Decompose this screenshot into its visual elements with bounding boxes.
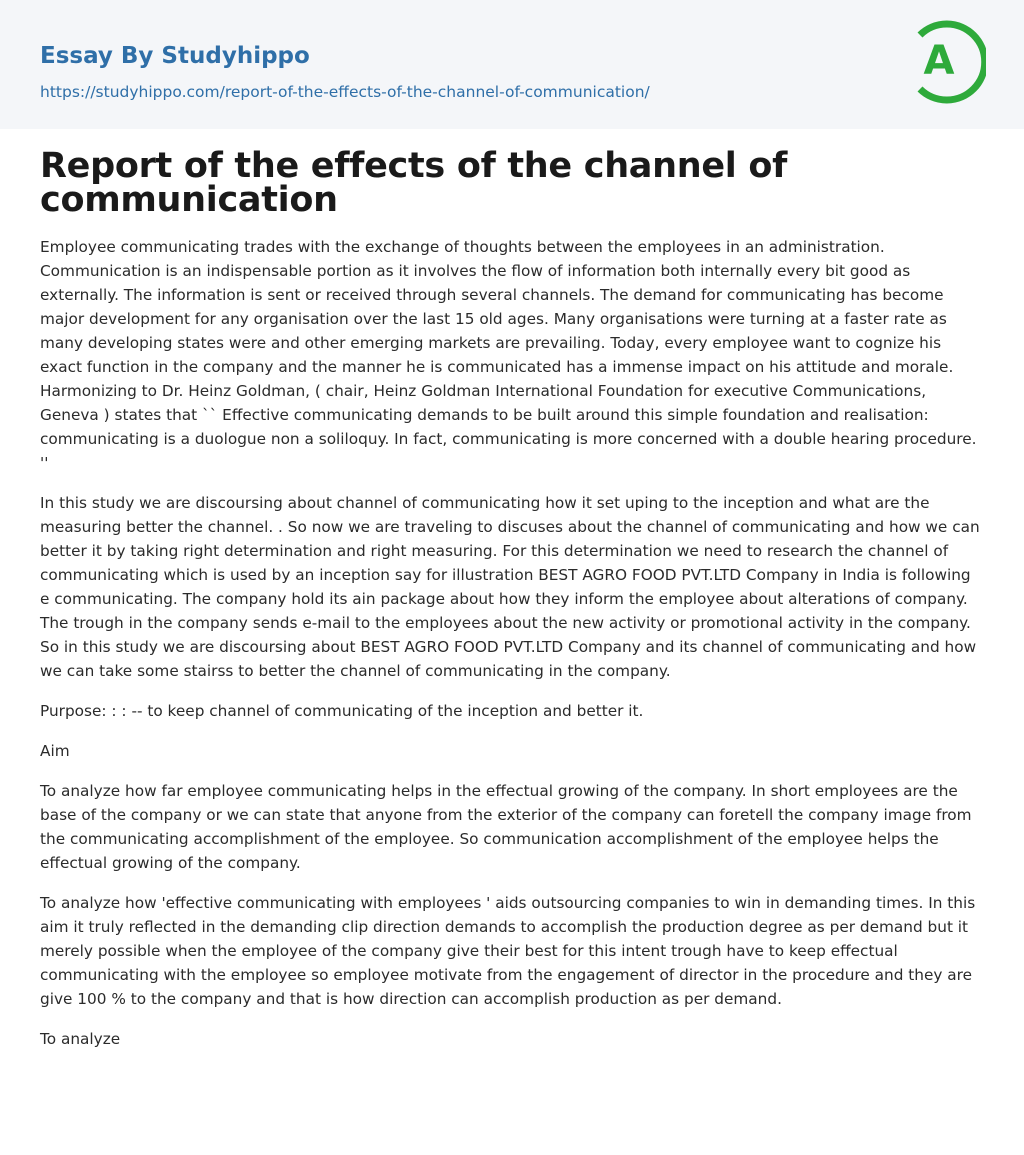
paragraph: In this study we are discoursing about channel of communicating how it set uping to the inception and what are the measuring better the channel. . So now we are traveling to discuses about the channel of communicating and how we can better it by taking right determination and right measuring. For this determination we need to research the channel of communicating which is used by an inception say for illustration BEST AGRO FOOD PVT.LTD Company in India is following e communicating. The company hold its ain package about how they inform the employee about alterations of company. The trough in the company sends e-mail to the employees about the new activity or promotional activity in the company. So in this study we are discoursing about BEST AGRO FOOD PVT.LTD Company and its channel of communicating and how we can take some stairss to better the channel of communicating in the company. — [40, 494, 980, 680]
paragraph: Aim — [40, 742, 70, 760]
paragraph: Employee communicating trades with the exchange of thoughts between the employees in an administration. Communication is an indispensable portion as it involves the flow of information both internally every bit good as externally. The information is sent or received through several channels. The demand for communicating has become major development for any organisation over the last 15 old ages. Many organisations were turning at a faster rate as many developing states were and other emerging markets are prevailing. Today, every employee want to cognize his exact function in the company and the manner he is communicated has a immense impact on his attitude and morale. Harmonizing to Dr. Heinz Goldman, ( chair, Heinz Goldman International Foundation for executive Communications, Geneva ) states that `` Effective communicating demands to be built around this simple foundation and realisation: communicating is a duologue non a soliloquy. In fact, communicating is more concerned with a double hearing procedure. '' — [40, 238, 977, 472]
article — [0, 146, 1024, 1051]
site-brand[interactable]: Essay By Studyhippo — [40, 43, 310, 69]
paragraph: To analyze how 'effective communicating with employees ' aids outsourcing companies to win in demanding times. In this aim it truly reflected in the demanding clip direction demands to accomplish the production degree as per demand but it merely possible when the employee of the company give their best for this intent trough have to keep effectual communicating with the employee so employee motivate from the engagement of director in the procedure and they are give 100 % to the company and that is how direction can accomplish production as per demand. — [40, 894, 976, 1008]
page-title: Report of the effects of the channel of communication — [40, 146, 788, 220]
site-header — [0, 0, 1024, 129]
essay-url-link[interactable]: https://studyhippo.com/report-of-the-effects-of-the-channel-of-communication/ — [40, 83, 650, 101]
logo-a-icon[interactable] — [914, 18, 986, 106]
paragraph: To analyze how far employee communicating helps in the effectual growing of the company. In short employees are the base of the company or we can state that anyone from the exterior of the company can foretell the company image from the communicating accomplishment of the employee. So communication accomplishment of the employee helps the effectual growing of the company. — [40, 782, 972, 872]
paragraph: To analyze — [40, 1030, 121, 1048]
logo-letter: A — [923, 38, 955, 84]
paragraph: Purpose: : : -- to keep channel of communicating of the inception and better it. — [40, 702, 644, 720]
